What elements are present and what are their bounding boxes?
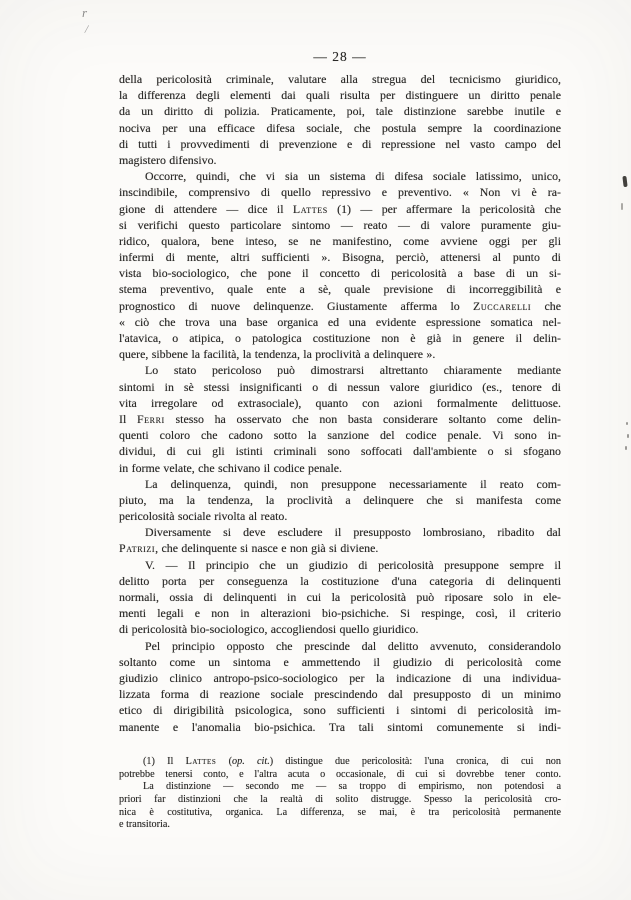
page-number: — 28 —	[313, 49, 367, 64]
paragraph	[119, 781, 561, 832]
ink-blot-icon	[622, 176, 627, 187]
text-line: potrebbe tenersi conto, e l'altra acuta o occasionale, di cui si dovrebbe tener conto.	[119, 768, 561, 780]
smallcaps-name: Patrizi	[119, 541, 156, 556]
text-line: delitto porta per conseguenza la costituzione d'una categoria di delinquenti	[119, 573, 561, 588]
text-line: sintomi in sè stessi insignificanti o di nessun valore giuridico (es., tenore di	[119, 379, 561, 394]
text-line: della pericolosità criminale, valutare alla stregua del tecnicismo giuridico,	[119, 72, 561, 86]
paragraph	[119, 168, 561, 362]
text-line: etico di dirigibilità psicologica, sono sufficienti i sintomi di pericolosità im-	[119, 703, 561, 718]
text-line: l'atavica, o atipica, o patologica costituzione non è già in genere il delin-	[119, 331, 561, 345]
paragraph	[119, 476, 561, 525]
text-line: gione di attendere — dice il Lattes (1) — per affermare la pericolosità che	[119, 201, 561, 216]
paragraph	[119, 756, 561, 781]
text-line: soltanto come un sintoma e ammettendo il giudizio di pericolosità come	[119, 654, 561, 669]
text-line: quenti coloro che cadono sotto la sanzione del codice penale. Vi sono in-	[119, 428, 561, 443]
text-line: menti legali e non in alterazioni bio-psichiche. Si respinge, così, il criterio	[119, 606, 561, 621]
pencil-mark-icon: r	[82, 5, 88, 20]
italic-phrase: op. cit.	[232, 756, 270, 767]
text-line: infermi di mente, altri sufficienti ». Bisogna, perciò, attenersi al punto di	[119, 250, 561, 265]
text-line: La distinzione — secondo me — sa troppo di empirismo, non potendosi a	[143, 781, 561, 793]
text-line: lizzata forma di reazione sociale prescindendo dal presupposto di un minimo	[119, 687, 561, 702]
text-line: di pericolosità bio-sociologico, accogliendosi quello giuridico.	[119, 622, 419, 637]
text-line: vista bio-sociologico, che pone il concetto di pericolosità a base di un si-	[119, 266, 561, 281]
text-line: si verifichi questo particolare sintomo — reato — di valore puramente giu-	[119, 217, 561, 232]
smallcaps-name: Zuccarelli	[473, 298, 532, 313]
text-line: Pel principio opposto che prescinde dal delitto avvenuto, considerandolo	[145, 638, 561, 653]
text-line: prognostico di nuove delinquenze. Giustamente afferma lo Zuccarelli che	[119, 298, 561, 313]
text-line: Occorre, quindi, che vi sia un sistema di difesa sociale latissimo, unico,	[145, 169, 561, 184]
text-line: Lo stato pericoloso può dimostrarsi altrettanto chiaramente mediante	[145, 363, 561, 378]
text-line: normali, ossia di delinquenti in cui la pericolosità può riposare solo in ele-	[119, 590, 561, 604]
scan-speck-icon	[627, 434, 629, 438]
text-line: Patrizi, che delinquente si nasce e non già si diviene.	[119, 541, 379, 556]
text-line: di tutti i provvedimenti di prevenzione e di repressione nel vasto campo del	[119, 136, 561, 151]
text-line: in forme velate, che schivano il codice penale.	[119, 460, 343, 475]
text-line: inscindibile, comprensivo di quello repressivo e preventivo. « Non vi è ra-	[119, 185, 561, 200]
text-line: pericolosità sociale rivolta al reato.	[119, 509, 288, 524]
text-line: Diversamente si deve escludere il presupposto lombrosiano, ribadito dal	[145, 525, 561, 540]
text-line: stema preventivo, quale ente a sè, quale previsione di incorreggibilità e	[119, 282, 561, 297]
text-line: V. — Il principio che un giudizio di pericolosità presuppone sempre il	[145, 557, 561, 572]
paragraph	[119, 362, 561, 475]
smallcaps-name: Lattes	[185, 756, 217, 767]
text-line: Il Ferri stesso ha osservato che non basta considerare soltanto come delin-	[119, 411, 561, 426]
text-line: nica è costitutiva, organica. La differenza, se mai, è tra pericolosità permanente	[119, 806, 561, 818]
text-line: la differenza degli elementi dai quali risulta per distinguere un diritto penale	[119, 88, 561, 103]
text-line: (1) Il Lattes (op. cit.) distingue due pericolosità: l'una cronica, di cui non	[143, 756, 561, 767]
smallcaps-name: Ferri	[136, 411, 165, 426]
paragraph	[119, 71, 561, 168]
text-line: ridico, qualora, bene inteso, se ne manifestino, come avviene oggi per gli	[119, 233, 561, 248]
paragraph	[119, 557, 561, 638]
text-line: nociva per una efficace difesa sociale, che postula sempre la coordinazione	[119, 120, 561, 135]
text-line: e transitoria.	[119, 819, 170, 831]
scan-speck-icon	[626, 422, 628, 425]
text-line: da un diritto di polizia. Praticamente, poi, tale distinzione sarebbe inutile e	[119, 104, 561, 119]
text-line: dividui, di cui gli istinti criminali sono soffocati dall'ambiente o si sfogano	[119, 444, 561, 459]
pencil-mark-icon: /	[83, 21, 90, 37]
text-line: vita irregolare od extrasociale), quanto con azioni formalmente delittuose.	[119, 395, 561, 410]
text-line: piuto, ma la tendenza, la proclività a delinquere che si manifesta come	[119, 492, 561, 507]
scan-speck-icon	[625, 446, 627, 450]
smallcaps-name: Lattes	[292, 201, 328, 216]
text-line: La delinquenza, quindi, non presuppone necessariamente il reato com-	[145, 476, 561, 491]
ink-blot-icon	[621, 203, 623, 210]
paragraph	[119, 524, 561, 556]
footnote	[119, 756, 561, 832]
paragraph	[119, 638, 561, 735]
text-line: priori far distinzioni che la realtà di solito distrugge. Spesso la pericolosità cro-	[119, 794, 561, 806]
text-line: quere, sibbene la facilità, la tendenza, la proclività a delinquere ».	[119, 347, 436, 362]
body-text	[119, 71, 561, 735]
text-line: magistero difensivo.	[119, 152, 217, 167]
text-line: giudizio clinico antropo-psico-sociologico per la indicazione di una individua-	[119, 670, 561, 685]
text-line: manente e l'anomalia bio-psichica. Tra tali sintomi comunemente si indi-	[119, 719, 561, 734]
text-line: « ciò che trova una base organica ed una evidente espressione somatica nel-	[119, 314, 561, 329]
